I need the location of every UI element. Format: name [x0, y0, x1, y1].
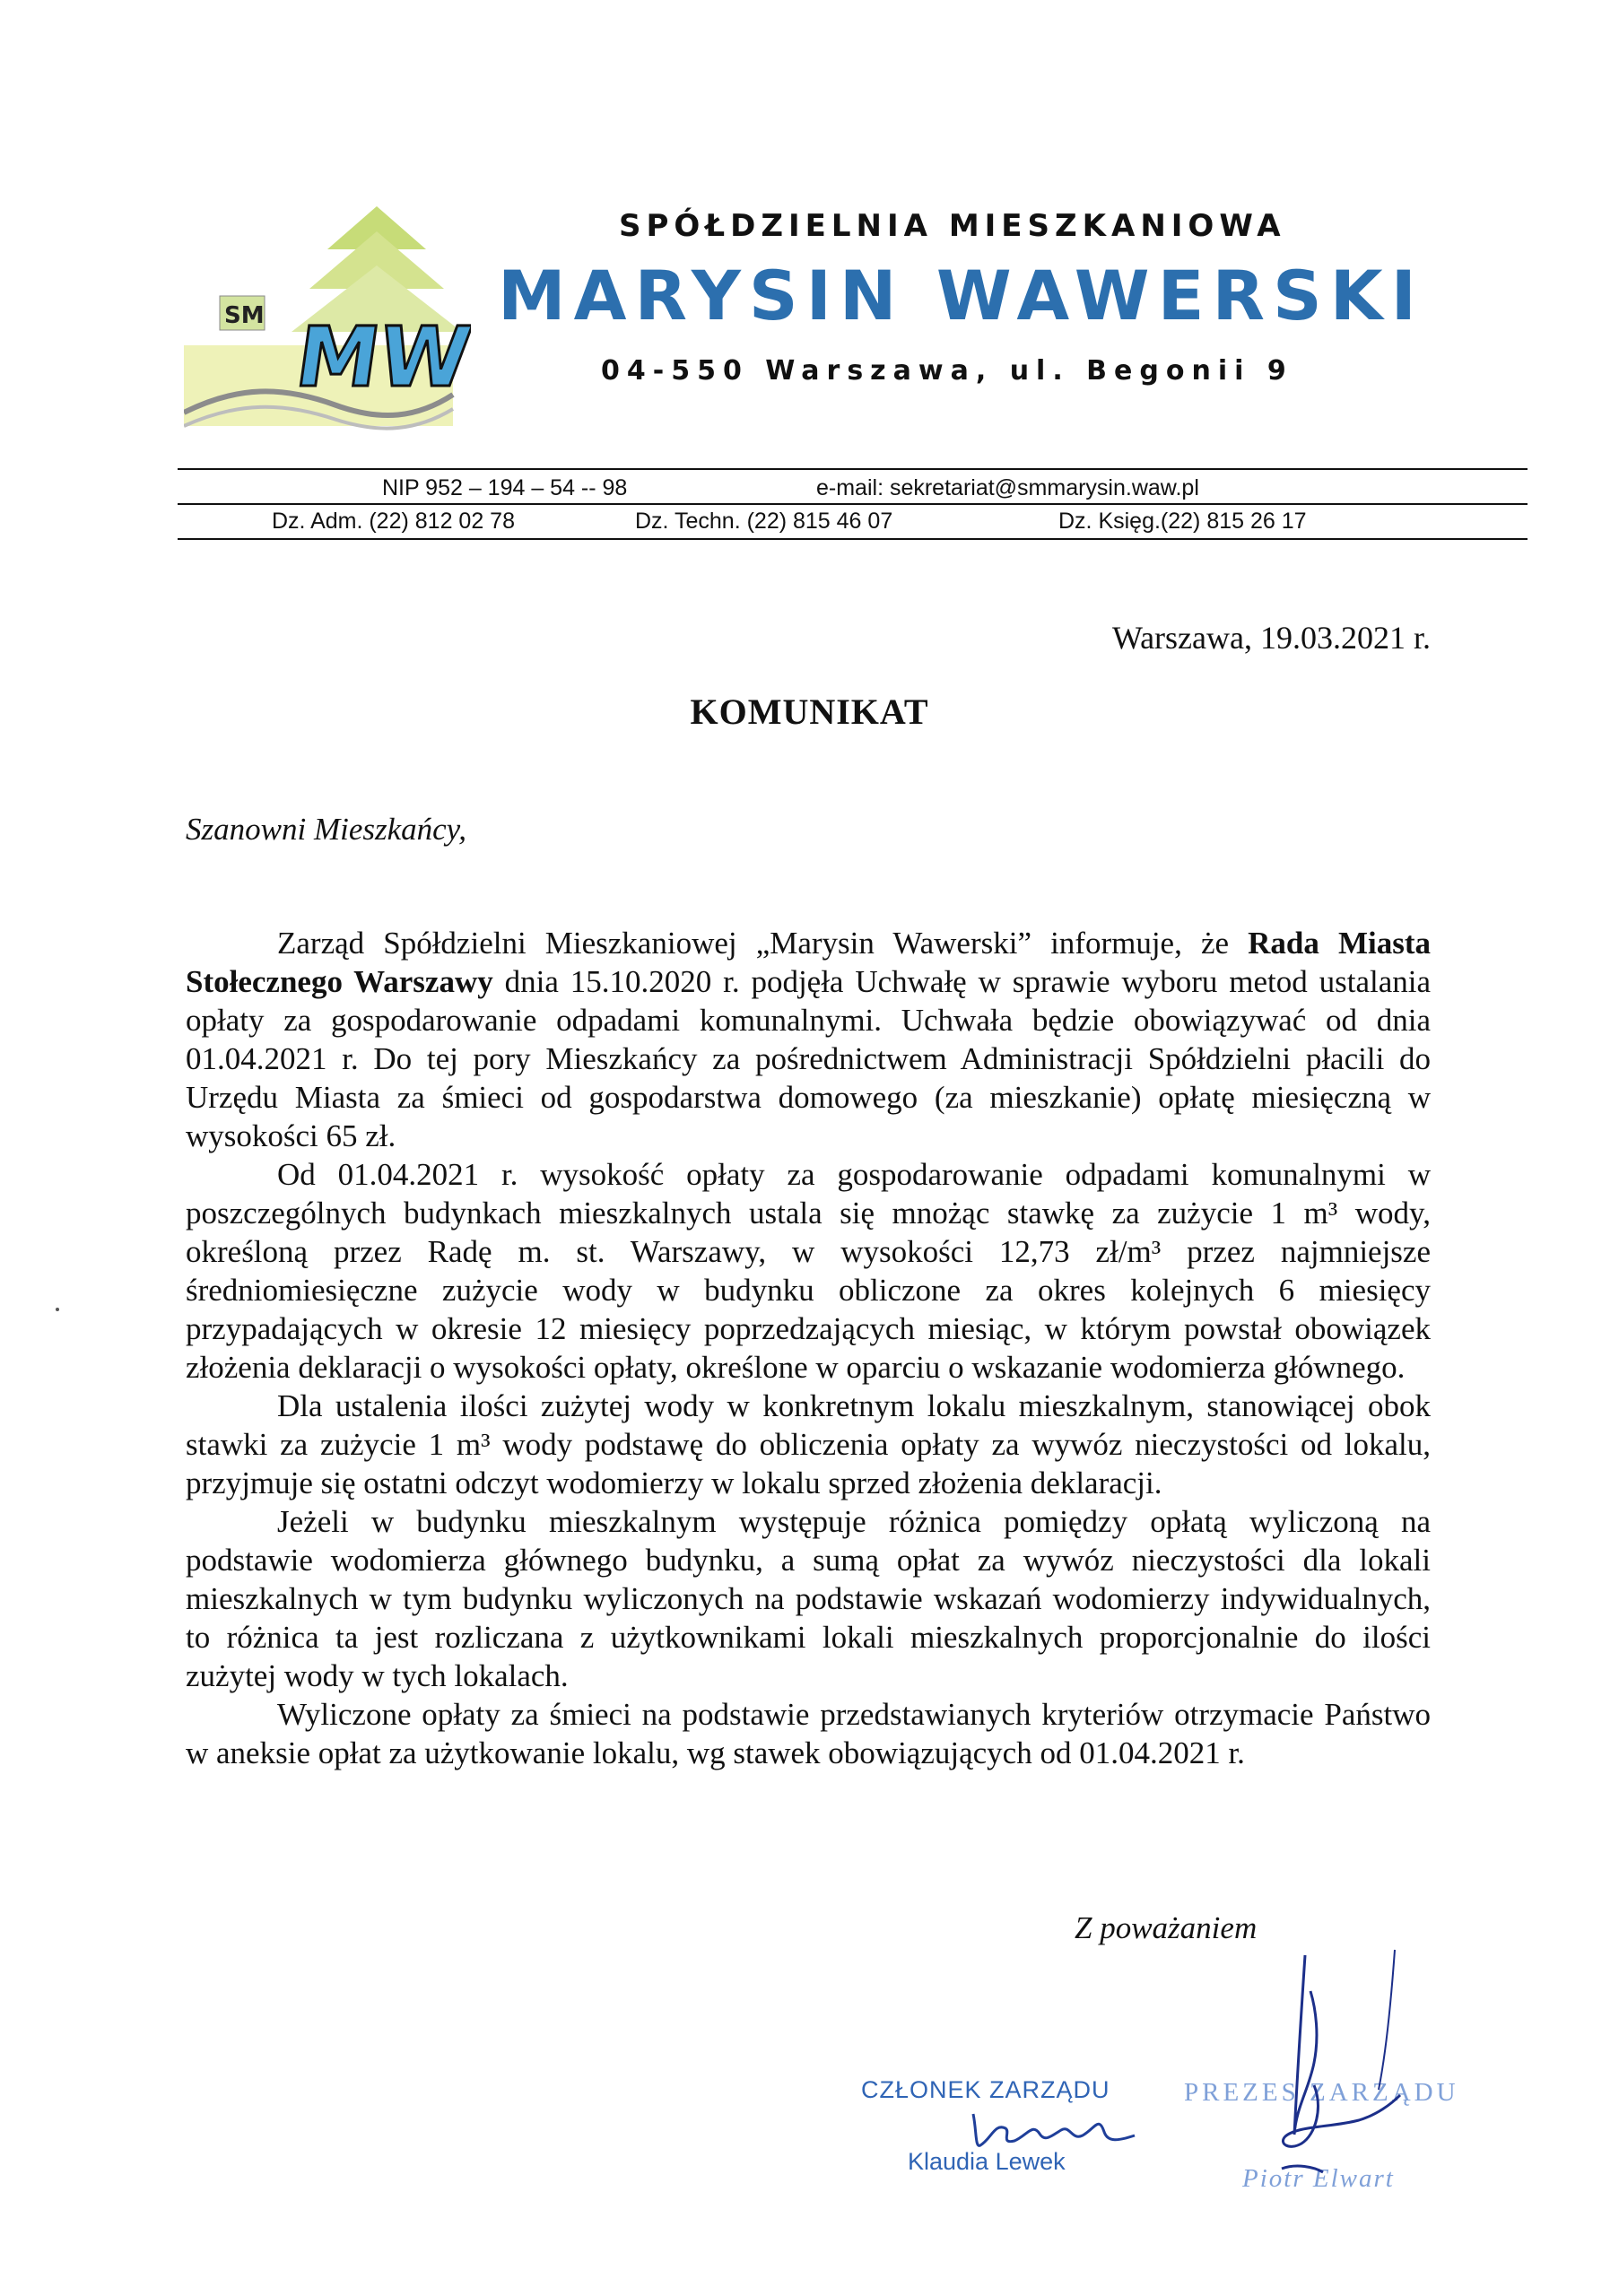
letter-body — [186, 924, 1431, 1772]
org-address: 04-550 Warszawa, ul. Begonii 9 — [601, 355, 1293, 387]
closing-salutation: Z poważaniem — [1075, 1910, 1258, 1945]
scan-speck — [56, 1308, 59, 1311]
board-member-stamp-name: Klaudia Lewek — [908, 2148, 1066, 2175]
paragraph-1-bold: Rada Miasta Stołecznego Warszawy — [186, 926, 1432, 999]
paragraph-4: Jeżeli w budynku mieszkalnym występuje różnica pomiędzy opłatą wyliczoną na podstawie wodomierza głównego budynku, a sumą opłat za wywóz nieczystości dla lokali mieszkalnych w tym budynku wyliczonych na podstawie wskazań wodomierzy indywidualnych, to różnica ta jest rozliczana z użytkownikami lokali mieszkalnych proporcjonalnie do ilości zużytej wody w tych lokalach. — [186, 1504, 1431, 1693]
nip-number: NIP 952 – 194 – 54 -- 98 — [382, 475, 628, 500]
document-date: Warszawa, 19.03.2021 r. — [1111, 620, 1431, 656]
phone-administration: Dz. Adm. (22) 812 02 78 — [272, 509, 515, 534]
paragraph-3: Dla ustalenia ilości zużytej wody w konkretnym lokalu mieszkalnym, stanowiącej obok stawki za zużycie 1 m³ wody podstawę do obliczenia opłaty za wywóz nieczystości od lokalu, przyjmuje się ostatni odczyt wodomierzy w lokalu sprzed złożenia deklaracji. — [186, 1388, 1431, 1500]
email-address: e-mail: sekretariat@smmarysin.waw.pl — [816, 475, 1199, 500]
paragraph-5: Wyliczone opłaty za śmieci na podstawie przedstawianych kryteriów otrzymacie Państwo w aneksie opłat za użytkowanie lokalu, wg stawek obowiązujących od 01.04.2021 r. — [186, 1697, 1431, 1770]
header-rule-bottom — [178, 538, 1528, 540]
org-header-top: SPÓŁDZIELNIA MIESZKANIOWA — [619, 208, 1286, 244]
paragraph-1: Zarząd Spółdzielni Mieszkaniowej „Marysin Wawerski” informuje, że Rada Miasta Stołecznego Warszawy dnia 15.10.2020 r. podjęła Uchwałę w sprawie wyboru metod ustalania opłaty za gospodarowanie odpadami komunalnymi. Uchwała będzie obowiązywać od dnia 01.04.2021 r. Do tej pory Mieszkańcy za pośrednictwem Administracji Spółdzielni płacili do Urzędu Miasta za śmieci od gospodarstwa domowego (za mieszkanie) opłatę miesięczną w wysokości 65 zł. — [186, 926, 1432, 1153]
org-name: MARYSIN WAWERSKI — [498, 256, 1424, 335]
president-signature — [1215, 1928, 1431, 2206]
phone-technical: Dz. Techn. (22) 815 46 07 — [635, 509, 893, 534]
header-rule-top — [178, 468, 1528, 470]
cooperative-logo — [184, 206, 471, 430]
president-stamp-title: PREZES ZARZĄDU — [1184, 2078, 1459, 2107]
president-stamp-name: Piotr Elwart — [1242, 2164, 1395, 2193]
document-heading: KOMUNIKAT — [690, 691, 929, 732]
board-member-stamp-title: CZŁONEK ZARZĄDU — [861, 2076, 1110, 2103]
svg-text:SM: SM — [224, 302, 265, 329]
phone-accounting: Dz. Księg.(22) 815 26 17 — [1058, 509, 1307, 534]
greeting: Szanowni Mieszkańcy, — [186, 812, 467, 847]
paragraph-2: Od 01.04.2021 r. wysokość opłaty za gospodarowanie odpadami komunalnymi w poszczególnych budynkach mieszkalnych ustala się mnożąc stawkę za zużycie 1 m³ wody, określoną przez Radę m. st. Warszawy, w wysokości 12,73 zł/m³ przez najmniejsze średniomiesięczne zużycie wody w budynku obliczone za okres kolejnych 6 miesięcy przypadających w okresie 12 miesięcy poprzedzających miesiąc, w którym powstał obowiązek złożenia deklaracji o wysokości opłaty, określone w oparciu o wskazanie wodomierza głównego. — [186, 1157, 1431, 1385]
svg-text:MW: MW — [290, 309, 471, 405]
header-rule-middle — [178, 503, 1528, 505]
